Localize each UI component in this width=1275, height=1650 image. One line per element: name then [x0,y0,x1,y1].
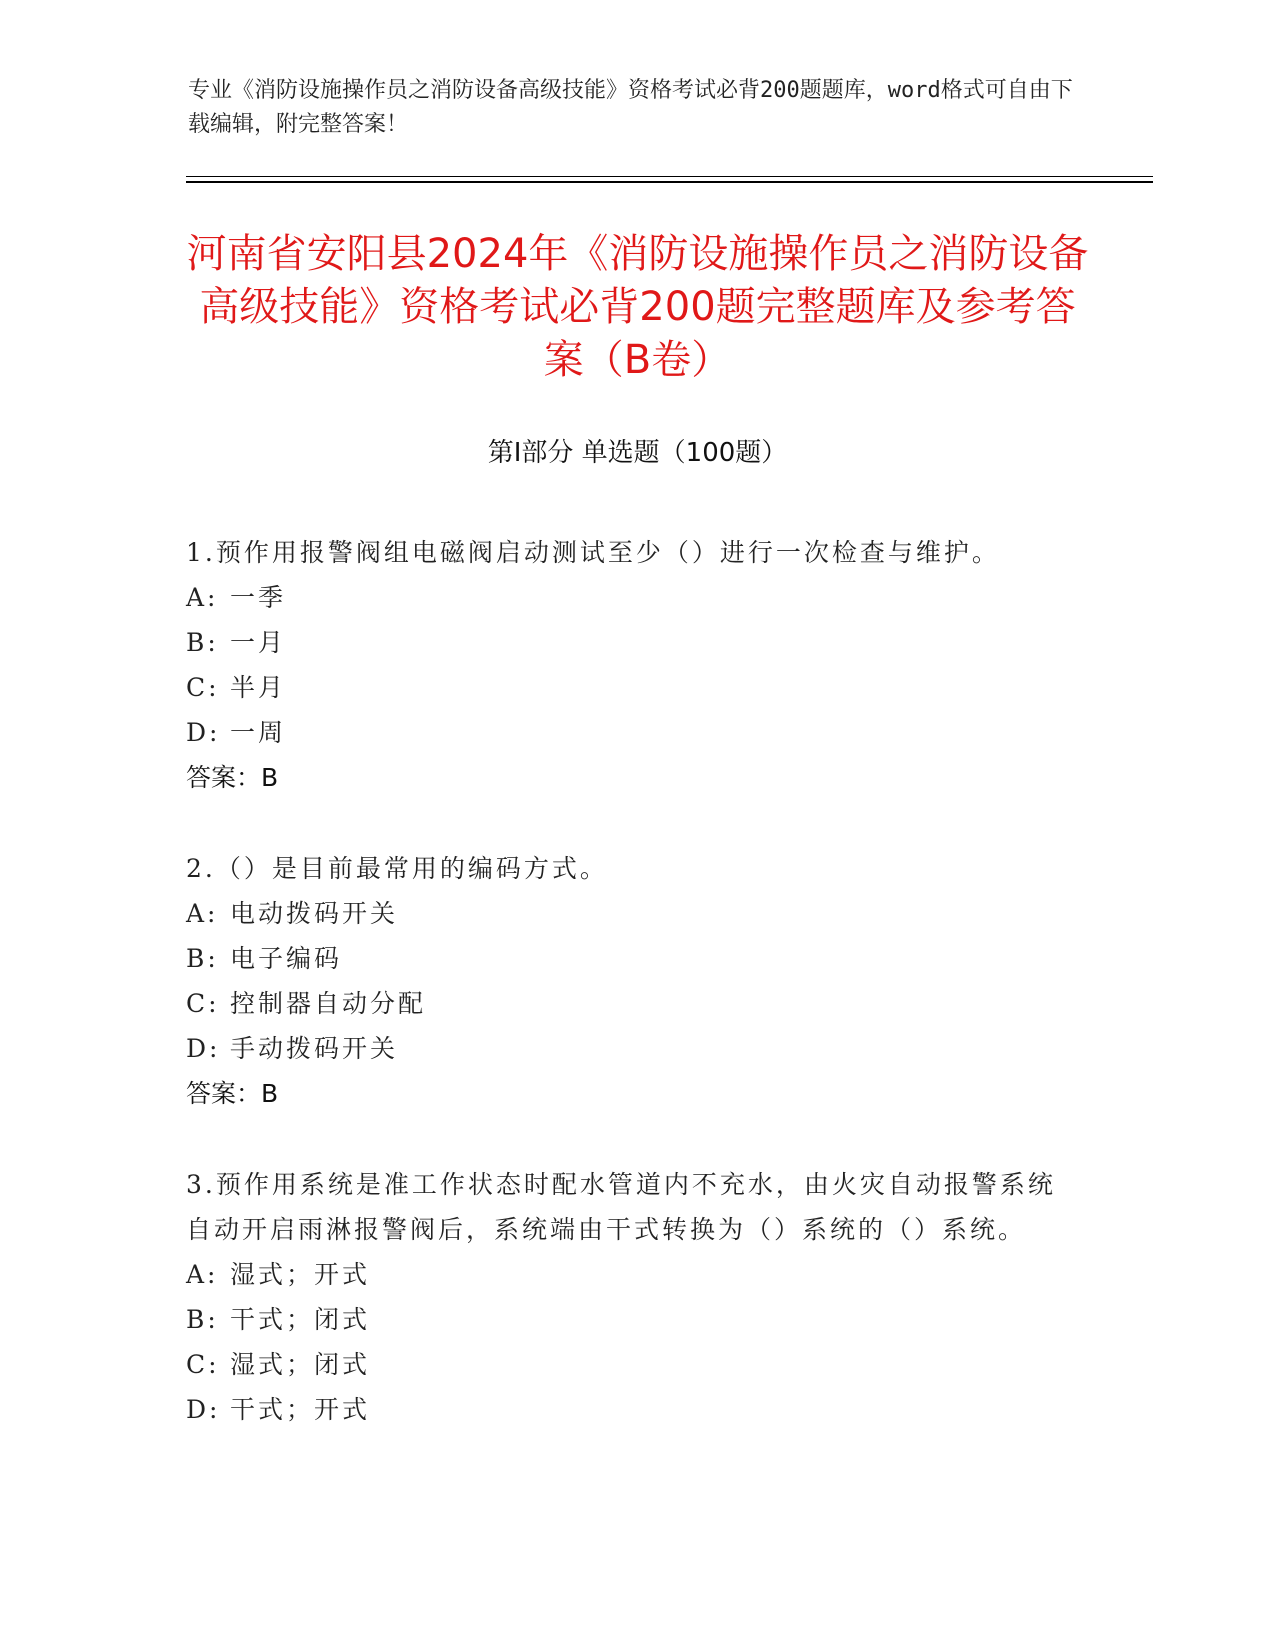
option-letter: C: [186,1350,220,1379]
option-letter: D: [186,1395,221,1424]
option-text: 电动拨码开关 [230,899,399,928]
option-text: 电子编码 [230,944,343,973]
option-b [186,1297,1066,1342]
option-text: 干式；开式 [230,1395,371,1424]
option-b [186,936,1066,981]
question-text: 2.（）是目前最常用的编码方式。 [186,854,608,883]
header-divider-bottom [186,181,1153,183]
question-list [186,530,1066,1478]
question-text: 3.预作用系统是准工作状态时配水管道内不充水，由火灾自动报警系统自动开启雨淋报警阀后，系统端由干式转换为（）系统的（）系统。 [186,1170,1056,1244]
option-letter: D: [186,1034,221,1063]
option-text: 一月 [230,628,287,657]
question-2 [186,846,1066,1116]
option-letter: B: [186,1305,219,1334]
option-a [186,575,1066,620]
option-d [186,1026,1066,1071]
option-d [186,1387,1066,1432]
option-text: 半月 [230,673,287,702]
option-letter: B: [186,628,219,657]
option-text: 控制器自动分配 [230,989,427,1018]
header-divider-top [186,176,1153,177]
question-3 [186,1162,1066,1432]
option-c [186,1342,1066,1387]
option-c [186,665,1066,710]
section-heading: 第I部分 单选题（100题） [487,438,788,468]
option-d [186,710,1066,755]
header-note: 专业《消防设施操作员之消防设备高级技能》资格考试必背200题题库，word格式可自由下载编辑，附完整答案！ [188,78,1073,137]
option-letter: A: [186,1260,219,1289]
option-letter: A: [186,583,219,612]
option-text: 一季 [230,583,287,612]
question-1 [186,530,1066,800]
answer-line: 答案：B [186,1079,279,1108]
option-text: 湿式；闭式 [230,1350,371,1379]
option-letter: D: [186,718,221,747]
option-a [186,891,1066,936]
question-text: 1.预作用报警阀组电磁阀启动测试至少（）进行一次检查与维护。 [186,538,1000,567]
document-title: 河南省安阳县2024年《消防设施操作员之消防设备高级技能》资格考试必背200题完整题库及参考答案（B卷） [186,231,1089,383]
option-text: 干式；闭式 [230,1305,371,1334]
option-letter: A: [186,899,219,928]
answer-line: 答案：B [186,763,279,792]
option-letter: C: [186,989,220,1018]
option-letter: B: [186,944,219,973]
option-c [186,981,1066,1026]
option-a [186,1252,1066,1297]
option-text: 一周 [230,718,287,747]
option-text: 手动拨码开关 [230,1034,399,1063]
option-text: 湿式；开式 [230,1260,371,1289]
option-b [186,620,1066,665]
option-letter: C: [186,673,220,702]
